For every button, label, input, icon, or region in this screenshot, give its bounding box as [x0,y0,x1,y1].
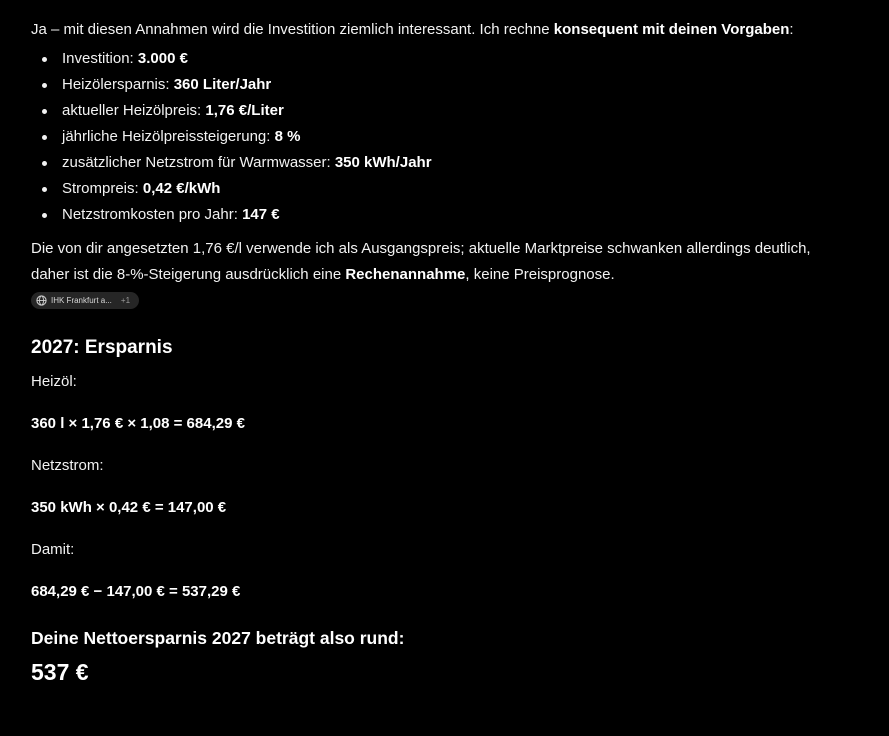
note-bold: Rechenannahme [345,266,466,283]
source-citation-chip[interactable] [31,292,139,309]
intro-text: Ja – mit diesen Annahmen wird die Investition ziemlich interessant. Ich rechne [31,21,554,38]
section-heading: 2027: Ersparnis [31,337,173,358]
intro-bold: konsequent mit deinen Vorgaben [553,21,790,38]
assumption-label: Heizölersparnis: [62,76,174,93]
thus-label: Damit: [31,541,75,558]
grid-power-label: Netzstrom: [31,457,104,474]
list-item [31,72,811,98]
heating-oil-label: Heizöl: [31,373,77,390]
globe-icon [36,295,47,306]
grid-power-calculation: 350 kWh × 0,42 € = 147,00 € [31,499,227,516]
assumption-label: Strompreis: [62,180,143,197]
assumption-label: Netzstromkosten pro Jahr: [62,206,243,223]
assumptions-list [31,46,811,228]
assumption-value: 360 Liter/Jahr [173,76,272,93]
note-text: Die von dir angesetzten 1,76 €/l verwende ich als Ausgangspreis; aktuelle Marktpreise schwanken allerdings deutlich, daher ist die 8-%-Steigerung ausdrücklich eine [31,240,811,283]
assumption-label: Investition: [62,50,138,67]
list-item [31,124,811,150]
net-savings-calculation: 684,29 € − 147,00 € = 537,29 € [31,583,241,600]
heating-oil-calculation: 360 l × 1,76 € × 1,08 = 684,29 € [31,415,245,432]
assumption-value: 1,76 €/Liter [205,102,284,119]
source-chip-more-count: +1 [120,296,131,305]
assumption-value: 8 % [274,128,301,145]
summary-heading: Deine Nettoersparnis 2027 beträgt also rund: [31,628,405,648]
note-paragraph [31,236,811,288]
assistant-message [31,17,811,687]
list-item [31,150,811,176]
list-item [31,46,811,72]
assumption-label: aktueller Heizölpreis: [62,102,206,119]
note-suffix: , keine Preisprognose. [465,266,615,283]
result-value: 537 € [31,659,89,685]
list-item [31,202,811,228]
assumption-value: 350 kWh/Jahr [334,154,432,171]
list-item [31,176,811,202]
assumption-label: jährliche Heizölpreissteigerung: [62,128,275,145]
source-chip-label: IHK Frankfurt a... [51,296,112,305]
intro-paragraph [31,17,811,43]
assumption-value: 0,42 €/kWh [142,180,221,197]
intro-suffix: : [789,21,794,38]
assumption-label: zusätzlicher Netzstrom für Warmwasser: [62,154,335,171]
list-item [31,98,811,124]
assumption-value: 147 € [242,206,280,223]
assumption-value: 3.000 € [137,50,188,67]
